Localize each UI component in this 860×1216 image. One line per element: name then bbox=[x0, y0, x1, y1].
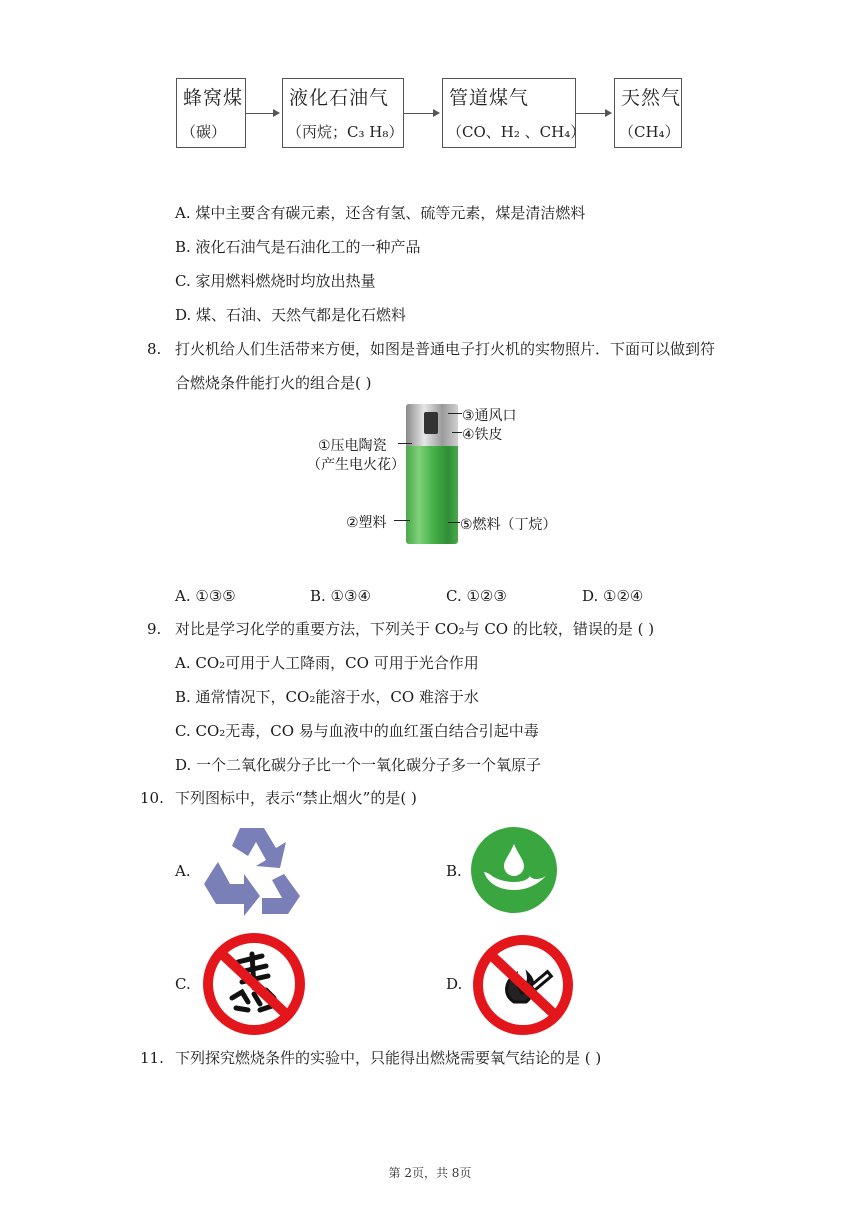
label-vent: ③通风口 bbox=[462, 408, 517, 424]
q7-option-d: D. 煤、石油、天然气都是化石燃料 bbox=[175, 306, 407, 324]
label-piezo-ceramic-note: （产生电火花） bbox=[307, 457, 405, 473]
q10-option-d-letter: D. bbox=[446, 975, 463, 993]
leader-line bbox=[448, 522, 460, 523]
no-fireworks-icon bbox=[202, 932, 306, 1036]
leader-line bbox=[394, 520, 410, 521]
recycle-icon bbox=[200, 822, 304, 918]
q9-number: 9. bbox=[147, 620, 162, 638]
leader-line bbox=[452, 432, 462, 433]
flow-box-lpg bbox=[282, 78, 404, 148]
q7-option-b: B. 液化石油气是石油化工的一种产品 bbox=[175, 238, 421, 256]
q9-stem: 对比是学习化学的重要方法，下列关于 CO₂与 CO 的比较，错误的是 ( ) bbox=[175, 620, 655, 638]
flow-box-sub: （碳） bbox=[181, 123, 227, 141]
no-smoking-icon bbox=[472, 934, 574, 1036]
flow-arrow bbox=[246, 113, 278, 114]
q8-option-b: B. ①③④ bbox=[310, 587, 371, 605]
lighter-vent bbox=[424, 412, 438, 434]
q8-stem-line1: 打火机给人们生活带来方便，如图是普通电子打火机的实物照片．下面可以做到符 bbox=[175, 340, 716, 358]
flow-box-title: 蜂窝煤 bbox=[183, 87, 244, 109]
q9-option-b: B. 通常情况下，CO₂能溶于水，CO 难溶于水 bbox=[175, 688, 479, 706]
q8-option-c: C. ①②③ bbox=[446, 587, 507, 605]
flow-arrow bbox=[576, 113, 610, 114]
q10-option-a-letter: A. bbox=[175, 862, 191, 880]
q9-option-d: D. 一个二氧化碳分子比一个一氧化碳分子多一个氧原子 bbox=[175, 756, 542, 774]
flow-box-title: 液化石油气 bbox=[289, 87, 390, 109]
q10-stem: 下列图标中，表示“禁止烟火”的是( ) bbox=[175, 789, 417, 807]
q8-stem-line2: 合燃烧条件能打火的组合是( ) bbox=[175, 374, 372, 392]
q8-option-d: D. ①②④ bbox=[582, 587, 644, 605]
label-fuel: ⑤燃料（丁烷） bbox=[460, 517, 557, 533]
label-plastic: ②塑料 bbox=[346, 515, 387, 531]
q11-stem: 下列探究燃烧条件的实验中，只能得出燃烧需要氧气结论的是 ( ) bbox=[175, 1049, 602, 1067]
flow-box-title: 天然气 bbox=[621, 87, 682, 109]
flow-box-sub: （CH₄） bbox=[619, 123, 680, 141]
flow-box-sub: （CO、H₂ 、CH₄） bbox=[447, 123, 586, 141]
q9-option-a: A. CO₂可用于人工降雨，CO 可用于光合作用 bbox=[175, 654, 479, 672]
flow-box-pipe-gas bbox=[442, 78, 586, 148]
water-saving-icon bbox=[470, 826, 558, 914]
q10-option-c-letter: C. bbox=[175, 975, 191, 993]
leader-line bbox=[448, 413, 462, 414]
flow-box-natural-gas bbox=[614, 78, 682, 148]
q7-option-c: C. 家用燃料燃烧时均放出热量 bbox=[175, 272, 376, 290]
q7-option-a: A. 煤中主要含有碳元素，还含有氢、硫等元素，煤是清洁燃料 bbox=[175, 204, 586, 222]
q9-option-c: C. CO₂无毒，CO 易与血液中的血红蛋白结合引起中毒 bbox=[175, 722, 539, 740]
label-piezo-ceramic: ①压电陶瓷 bbox=[318, 438, 387, 454]
q10-option-b-letter: B. bbox=[446, 862, 462, 880]
leader-line bbox=[398, 443, 412, 444]
flow-arrow bbox=[404, 113, 438, 114]
q11-number: 11. bbox=[140, 1049, 164, 1067]
flow-box-title: 管道煤气 bbox=[449, 87, 530, 109]
q8-number: 8. bbox=[147, 340, 162, 358]
flow-box-sub: （丙烷；C₃ H₈） bbox=[287, 123, 404, 141]
label-iron-sheet: ④铁皮 bbox=[462, 427, 503, 443]
page-footer: 第 2页，共 8页 bbox=[388, 1166, 472, 1180]
q8-option-a: A. ①③⑤ bbox=[175, 587, 236, 605]
flow-box-honeycomb-coal bbox=[176, 78, 246, 148]
q10-number: 10. bbox=[140, 789, 164, 807]
